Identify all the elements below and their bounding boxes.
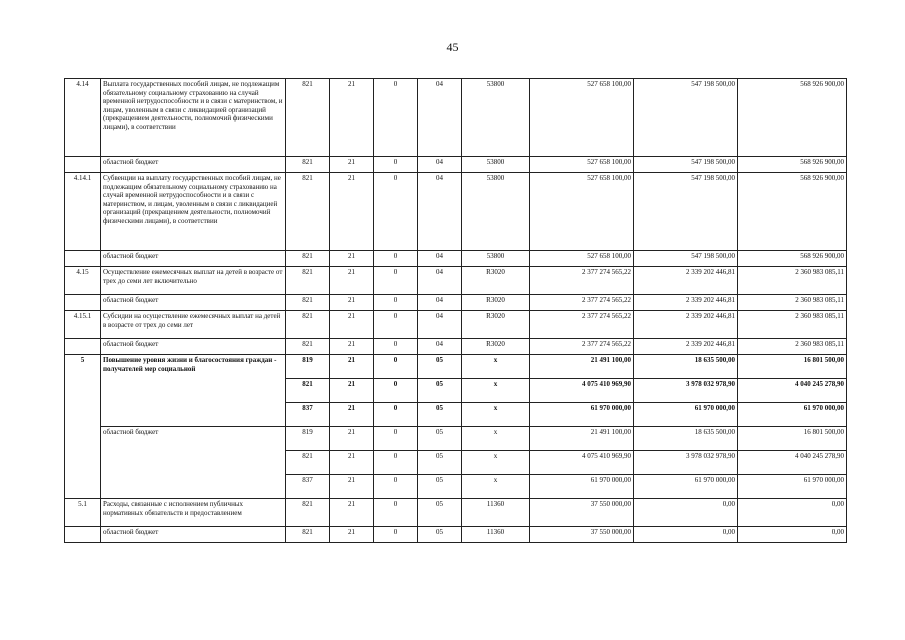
- row-number: 4.14: [65, 79, 101, 157]
- table-row: [65, 339, 847, 355]
- row-name: областной бюджет: [101, 527, 286, 543]
- amount-year-1: 2 377 274 565,22: [530, 339, 634, 355]
- code-target: R3020: [462, 295, 530, 311]
- amount-year-2: 547 198 500,00: [634, 157, 738, 173]
- table-row: [65, 173, 847, 251]
- code-gr: 821: [286, 311, 330, 339]
- code-target: х: [462, 475, 530, 499]
- code-gr: 821: [286, 339, 330, 355]
- row-number: [65, 295, 101, 311]
- code-program: 04: [418, 79, 462, 157]
- amount-year-2: 2 339 202 446,81: [634, 295, 738, 311]
- code-gr: 821: [286, 157, 330, 173]
- code-gr: 821: [286, 379, 330, 403]
- amount-year-1: 61 970 000,00: [530, 403, 634, 427]
- code-subsection: 0: [374, 379, 418, 403]
- row-number: 5: [65, 355, 101, 499]
- amount-year-3: 61 970 000,00: [738, 475, 847, 499]
- amount-year-3: 2 360 983 085,11: [738, 295, 847, 311]
- code-gr: 821: [286, 451, 330, 475]
- code-target: 53800: [462, 79, 530, 157]
- row-name: областной бюджет: [101, 157, 286, 173]
- code-program: 04: [418, 339, 462, 355]
- code-section: 21: [330, 451, 374, 475]
- code-section: 21: [330, 475, 374, 499]
- code-target: х: [462, 451, 530, 475]
- amount-year-3: 16 801 500,00: [738, 427, 847, 451]
- row-name: областной бюджет: [101, 251, 286, 267]
- amount-year-1: 21 491 100,00: [530, 427, 634, 451]
- row-number: [65, 527, 101, 543]
- code-target: х: [462, 427, 530, 451]
- code-section: 21: [330, 379, 374, 403]
- amount-year-2: 547 198 500,00: [634, 173, 738, 251]
- code-program: 05: [418, 451, 462, 475]
- code-target: R3020: [462, 311, 530, 339]
- amount-year-3: 0,00: [738, 499, 847, 527]
- row-number: [65, 339, 101, 355]
- code-target: 53800: [462, 173, 530, 251]
- amount-year-3: 568 926 900,00: [738, 79, 847, 157]
- amount-year-1: 527 658 100,00: [530, 251, 634, 267]
- code-gr: 821: [286, 527, 330, 543]
- table-row: [65, 527, 847, 543]
- code-gr: 819: [286, 355, 330, 379]
- code-target: 53800: [462, 157, 530, 173]
- amount-year-2: 3 978 032 978,90: [634, 379, 738, 403]
- code-program: 04: [418, 157, 462, 173]
- table-row: [65, 311, 847, 339]
- row-name: Осуществление ежемесячных выплат на детей в возрасте от трех до семи лет включительно: [101, 267, 286, 295]
- code-program: 05: [418, 403, 462, 427]
- amount-year-2: 547 198 500,00: [634, 251, 738, 267]
- amount-year-1: 37 550 000,00: [530, 527, 634, 543]
- row-name: Субсидии на осуществление ежемесячных выплат на детей в возрасте от трех до семи лет: [101, 311, 286, 339]
- code-gr: 821: [286, 267, 330, 295]
- code-subsection: 0: [374, 251, 418, 267]
- amount-year-2: 2 339 202 446,81: [634, 311, 738, 339]
- row-name: Повышение уровня жизни и благосостояния граждан - получателей мер социальной: [101, 355, 286, 427]
- code-target: 11360: [462, 499, 530, 527]
- code-program: 04: [418, 311, 462, 339]
- row-number: 5.1: [65, 499, 101, 527]
- amount-year-3: 4 040 245 278,90: [738, 451, 847, 475]
- code-target: R3020: [462, 267, 530, 295]
- amount-year-1: 2 377 274 565,22: [530, 311, 634, 339]
- page-number: 45: [446, 40, 459, 54]
- amount-year-2: 2 339 202 446,81: [634, 267, 738, 295]
- amount-year-3: 568 926 900,00: [738, 173, 847, 251]
- code-program: 05: [418, 499, 462, 527]
- code-gr: 821: [286, 295, 330, 311]
- row-name: областной бюджет: [101, 339, 286, 355]
- table-row: [65, 79, 847, 157]
- code-program: 05: [418, 427, 462, 451]
- code-gr: 821: [286, 499, 330, 527]
- code-subsection: 0: [374, 339, 418, 355]
- code-program: 04: [418, 173, 462, 251]
- amount-year-3: 2 360 983 085,11: [738, 311, 847, 339]
- code-subsection: 0: [374, 295, 418, 311]
- table-row: [65, 355, 847, 379]
- amount-year-1: 2 377 274 565,22: [530, 295, 634, 311]
- code-subsection: 0: [374, 499, 418, 527]
- row-name: Выплата государственных пособий лицам, не подлежащим обязательному социальному страхованию на случай временной нетрудоспособности и в связи с материнством, и лицам, уволенным в связи с ликвидацией организаций (прекращением деятельности, полномочий физическими лицами), в соответствии: [101, 79, 286, 157]
- code-section: 21: [330, 403, 374, 427]
- table-row: [65, 295, 847, 311]
- amount-year-2: 61 970 000,00: [634, 403, 738, 427]
- row-number: 4.14.1: [65, 173, 101, 251]
- amount-year-2: 0,00: [634, 499, 738, 527]
- table-row: [65, 157, 847, 173]
- row-name: областной бюджет: [101, 295, 286, 311]
- code-section: 21: [330, 295, 374, 311]
- amount-year-1: 21 491 100,00: [530, 355, 634, 379]
- amount-year-3: 0,00: [738, 527, 847, 543]
- code-gr: 837: [286, 403, 330, 427]
- code-section: 21: [330, 339, 374, 355]
- code-subsection: 0: [374, 311, 418, 339]
- code-subsection: 0: [374, 427, 418, 451]
- code-program: 04: [418, 251, 462, 267]
- amount-year-3: 2 360 983 085,11: [738, 339, 847, 355]
- code-gr: 837: [286, 475, 330, 499]
- table-row: [65, 267, 847, 295]
- amount-year-2: 3 978 032 978,90: [634, 451, 738, 475]
- amount-year-1: 527 658 100,00: [530, 79, 634, 157]
- amount-year-1: 37 550 000,00: [530, 499, 634, 527]
- code-gr: 819: [286, 427, 330, 451]
- budget-table: [64, 78, 847, 543]
- code-subsection: 0: [374, 475, 418, 499]
- code-program: 04: [418, 295, 462, 311]
- amount-year-2: 547 198 500,00: [634, 79, 738, 157]
- code-target: 11360: [462, 527, 530, 543]
- amount-year-2: 18 635 500,00: [634, 355, 738, 379]
- code-section: 21: [330, 79, 374, 157]
- table-row: [65, 251, 847, 267]
- amount-year-2: 61 970 000,00: [634, 475, 738, 499]
- code-section: 21: [330, 251, 374, 267]
- amount-year-2: 0,00: [634, 527, 738, 543]
- code-subsection: 0: [374, 267, 418, 295]
- code-gr: 821: [286, 79, 330, 157]
- amount-year-3: 568 926 900,00: [738, 251, 847, 267]
- code-program: 05: [418, 475, 462, 499]
- amount-year-3: 61 970 000,00: [738, 403, 847, 427]
- table-row: [65, 499, 847, 527]
- code-section: 21: [330, 527, 374, 543]
- code-section: 21: [330, 499, 374, 527]
- code-subsection: 0: [374, 451, 418, 475]
- code-program: 05: [418, 379, 462, 403]
- code-program: 05: [418, 355, 462, 379]
- code-subsection: 0: [374, 527, 418, 543]
- amount-year-2: 2 339 202 446,81: [634, 339, 738, 355]
- code-target: х: [462, 403, 530, 427]
- code-section: 21: [330, 311, 374, 339]
- table-body: [65, 79, 847, 543]
- code-subsection: 0: [374, 79, 418, 157]
- amount-year-3: 4 040 245 278,90: [738, 379, 847, 403]
- amount-year-1: 2 377 274 565,22: [530, 267, 634, 295]
- code-subsection: 0: [374, 403, 418, 427]
- code-target: R3020: [462, 339, 530, 355]
- row-name: Расходы, связанные с исполнением публичных нормативных обязательств и предоставлением: [101, 499, 286, 527]
- code-program: 04: [418, 267, 462, 295]
- row-number: [65, 157, 101, 173]
- code-section: 21: [330, 157, 374, 173]
- code-section: 21: [330, 427, 374, 451]
- code-section: 21: [330, 355, 374, 379]
- amount-year-1: 527 658 100,00: [530, 173, 634, 251]
- row-number: 4.15.1: [65, 311, 101, 339]
- amount-year-1: 4 075 410 969,90: [530, 379, 634, 403]
- table-row: [65, 427, 847, 451]
- amount-year-3: 16 801 500,00: [738, 355, 847, 379]
- code-gr: 821: [286, 173, 330, 251]
- code-section: 21: [330, 173, 374, 251]
- row-name: Субвенции на выплату государственных пособий лицам, не подлежащим обязательному социальному страхованию на случай временной нетрудоспособности и в связи с материнством, и лицам, уволенным в связи с ликвидацией организаций (прекращением деятельности, полномочий физическими лицами), в соответствии: [101, 173, 286, 251]
- amount-year-3: 2 360 983 085,11: [738, 267, 847, 295]
- row-number: [65, 251, 101, 267]
- amount-year-1: 4 075 410 969,90: [530, 451, 634, 475]
- code-target: х: [462, 355, 530, 379]
- code-subsection: 0: [374, 355, 418, 379]
- code-subsection: 0: [374, 157, 418, 173]
- code-gr: 821: [286, 251, 330, 267]
- code-target: х: [462, 379, 530, 403]
- code-target: 53800: [462, 251, 530, 267]
- code-section: 21: [330, 267, 374, 295]
- code-program: 05: [418, 527, 462, 543]
- amount-year-2: 18 635 500,00: [634, 427, 738, 451]
- code-subsection: 0: [374, 173, 418, 251]
- row-name: областной бюджет: [101, 427, 286, 499]
- amount-year-3: 568 926 900,00: [738, 157, 847, 173]
- row-number: 4.15: [65, 267, 101, 295]
- amount-year-1: 527 658 100,00: [530, 157, 634, 173]
- amount-year-1: 61 970 000,00: [530, 475, 634, 499]
